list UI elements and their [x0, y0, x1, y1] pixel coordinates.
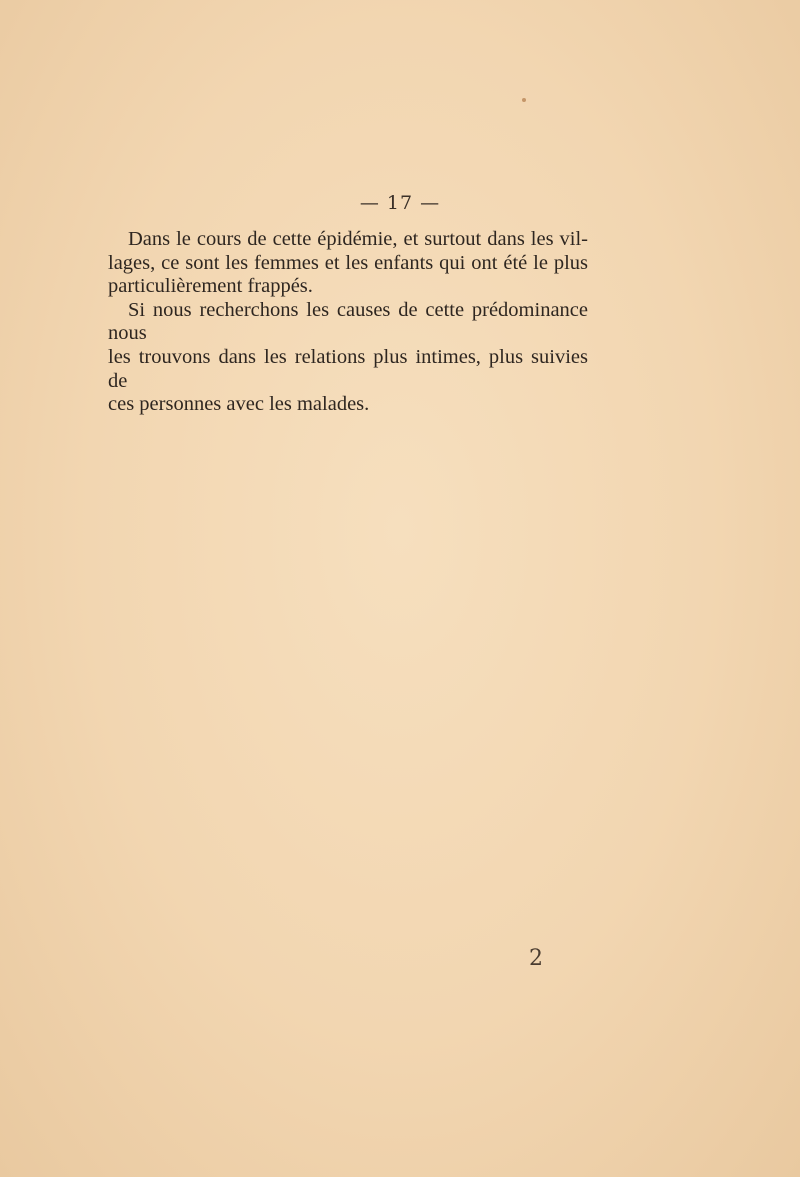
text-line: particulièrement frappés. [108, 275, 313, 298]
signature-mark: 2 [529, 946, 543, 971]
text-line: lages, ce sont les femmes et les enfants qui ont été le plus [108, 251, 588, 274]
paragraph-1 [108, 228, 588, 299]
body-text [108, 228, 588, 417]
paragraph-2 [108, 299, 588, 417]
text-line: ces personnes avec les malades. [108, 393, 370, 416]
text-line: Dans le cours de cette épidémie, et surtout dans les vil- [128, 228, 588, 250]
page-number: — 17 — [359, 192, 441, 214]
text-line: les trouvons dans les relations plus intimes, plus suivies de [108, 345, 588, 392]
ink-speck [522, 98, 526, 102]
text-line: Si nous recherchons les causes de cette prédominance nous [108, 298, 588, 345]
